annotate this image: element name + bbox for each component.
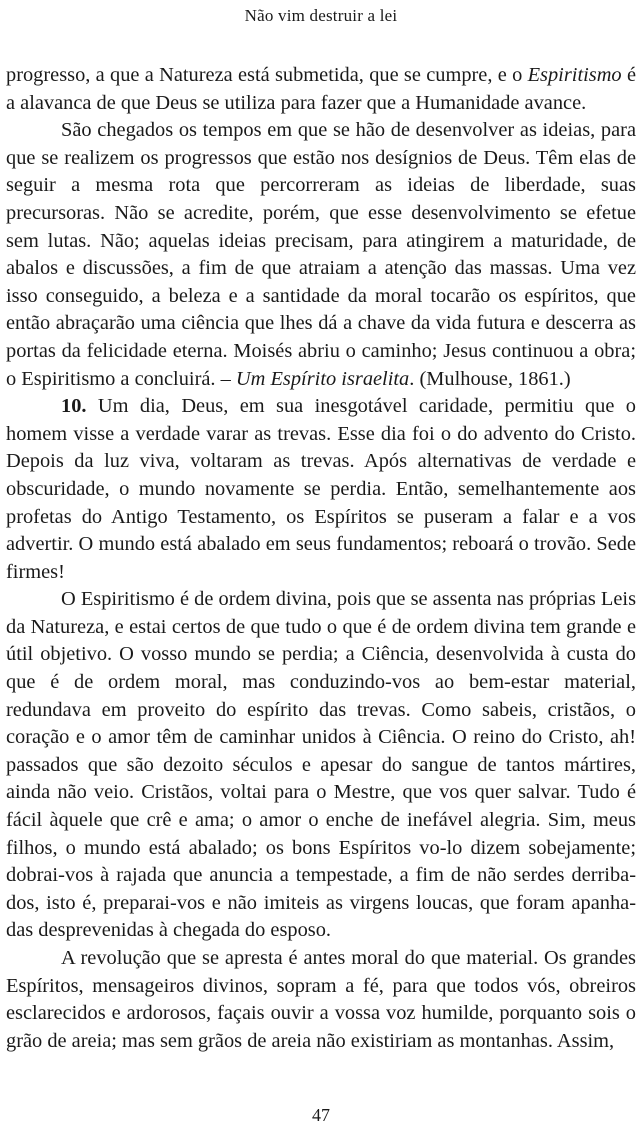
paragraph-text: . (Mulhouse, 1861.): [409, 367, 571, 390]
paragraph: [6, 586, 636, 945]
paragraph-text: Um dia, Deus, em sua inesgotável caridade, permitiu que o homem visse a verdade varar as trevas. Esse dia foi o do advento do Cristo. Depois da luz viva, voltaram as trevas. Após alternativas de verdade e obscuridade, o mundo novamente se perdia. Então, semelhantemente aos profetas do Antigo Testamento, os Espíritos se puseram a falar e a vos advertir. O mundo está abalado em seus fundamentos; reboará o trovão. Sede firmes!: [6, 395, 636, 583]
paragraph: [6, 945, 636, 1055]
body-text: [6, 62, 636, 1055]
paragraph: [6, 62, 636, 117]
item-number: 10.: [61, 395, 87, 418]
italic-text: Um Espírito israelita: [235, 367, 410, 390]
paragraph-text: é a alavanca de que Deus se utiliza para fazer que a Humanidade avance.: [6, 64, 636, 114]
paragraph-text: progresso, a que a Natureza está submetida, que se cumpre, e o: [6, 64, 528, 86]
page-number: 47: [312, 1105, 330, 1125]
paragraph-text: A revolução que se apresta é antes moral do que material. Os grandes Espíritos, mensageiros divinos, sopram a fé, para que todos vós, obreiros esclarecidos e ardorosos, façais ouvir a vossa voz humilde, porquanto sois o grão de areia; mas sem grãos de areia não existiriam as montanhas. Assim,: [6, 947, 636, 1052]
paragraph: [6, 117, 636, 393]
paragraph: [6, 393, 636, 586]
paragraph-text: O Espiritismo é de ordem divina, pois que se assenta nas próprias Leis da Natureza, e estai certos de que tudo o que é de ordem divina tem grande e útil objetivo. O vosso mundo se perdia; a Ciência, desenvolvida à custa do que é de ordem moral, mas conduzindo-vos ao bem-estar material, redundava em proveito do espírito das trevas. Como sabeis, cristãos, o coração e o amor têm de caminhar unidos à Ciência. O reino do Cristo, ah! passados que são dezoito séculos e apesar do sangue de tantos mártires, ainda não veio. Cristãos, voltai para o Mestre, que vos quer salvar. Tudo é fácil àquele que crê e ama; o amor o enche de inefável alegria. Sim, meus filhos, o mundo está abalado; os bons Espíritos vo-lo dizem sobejamente; dobrai-vos à rajada que anuncia a tempestade, a fim de não serdes derribados, isto é, preparai-vos e não imiteis as virgens loucas, que foram apanhadas desprevenidas à chegada do esposo.: [6, 588, 636, 942]
running-header: Não vim destruir a lei: [244, 6, 398, 25]
italic-text: Espiritismo: [527, 64, 622, 86]
paragraph-text: São chegados os tempos em que se hão de desenvolver as ideias, para que se realizem os progressos que estão nos desígnios de Deus. Têm elas de seguir a mesma rota que percorreram as ideias de liberdade, suas precursoras. Não se acredite, porém, que esse desenvolvimento se efetue sem lutas. Não; aquelas ideias precisam, para atingirem a maturidade, de abalos e discussões, a fim de que atraiam a atenção das massas. Uma vez isso conseguido, a beleza e a santidade da moral tocarão os espíritos, que então abraçarão uma ciência que lhes dá a chave da vida futura e descerra as portas da felicidade eterna. Moisés abriu o caminho; Jesus continuou a obra; o Espiritismo a concluirá. –: [6, 119, 636, 390]
